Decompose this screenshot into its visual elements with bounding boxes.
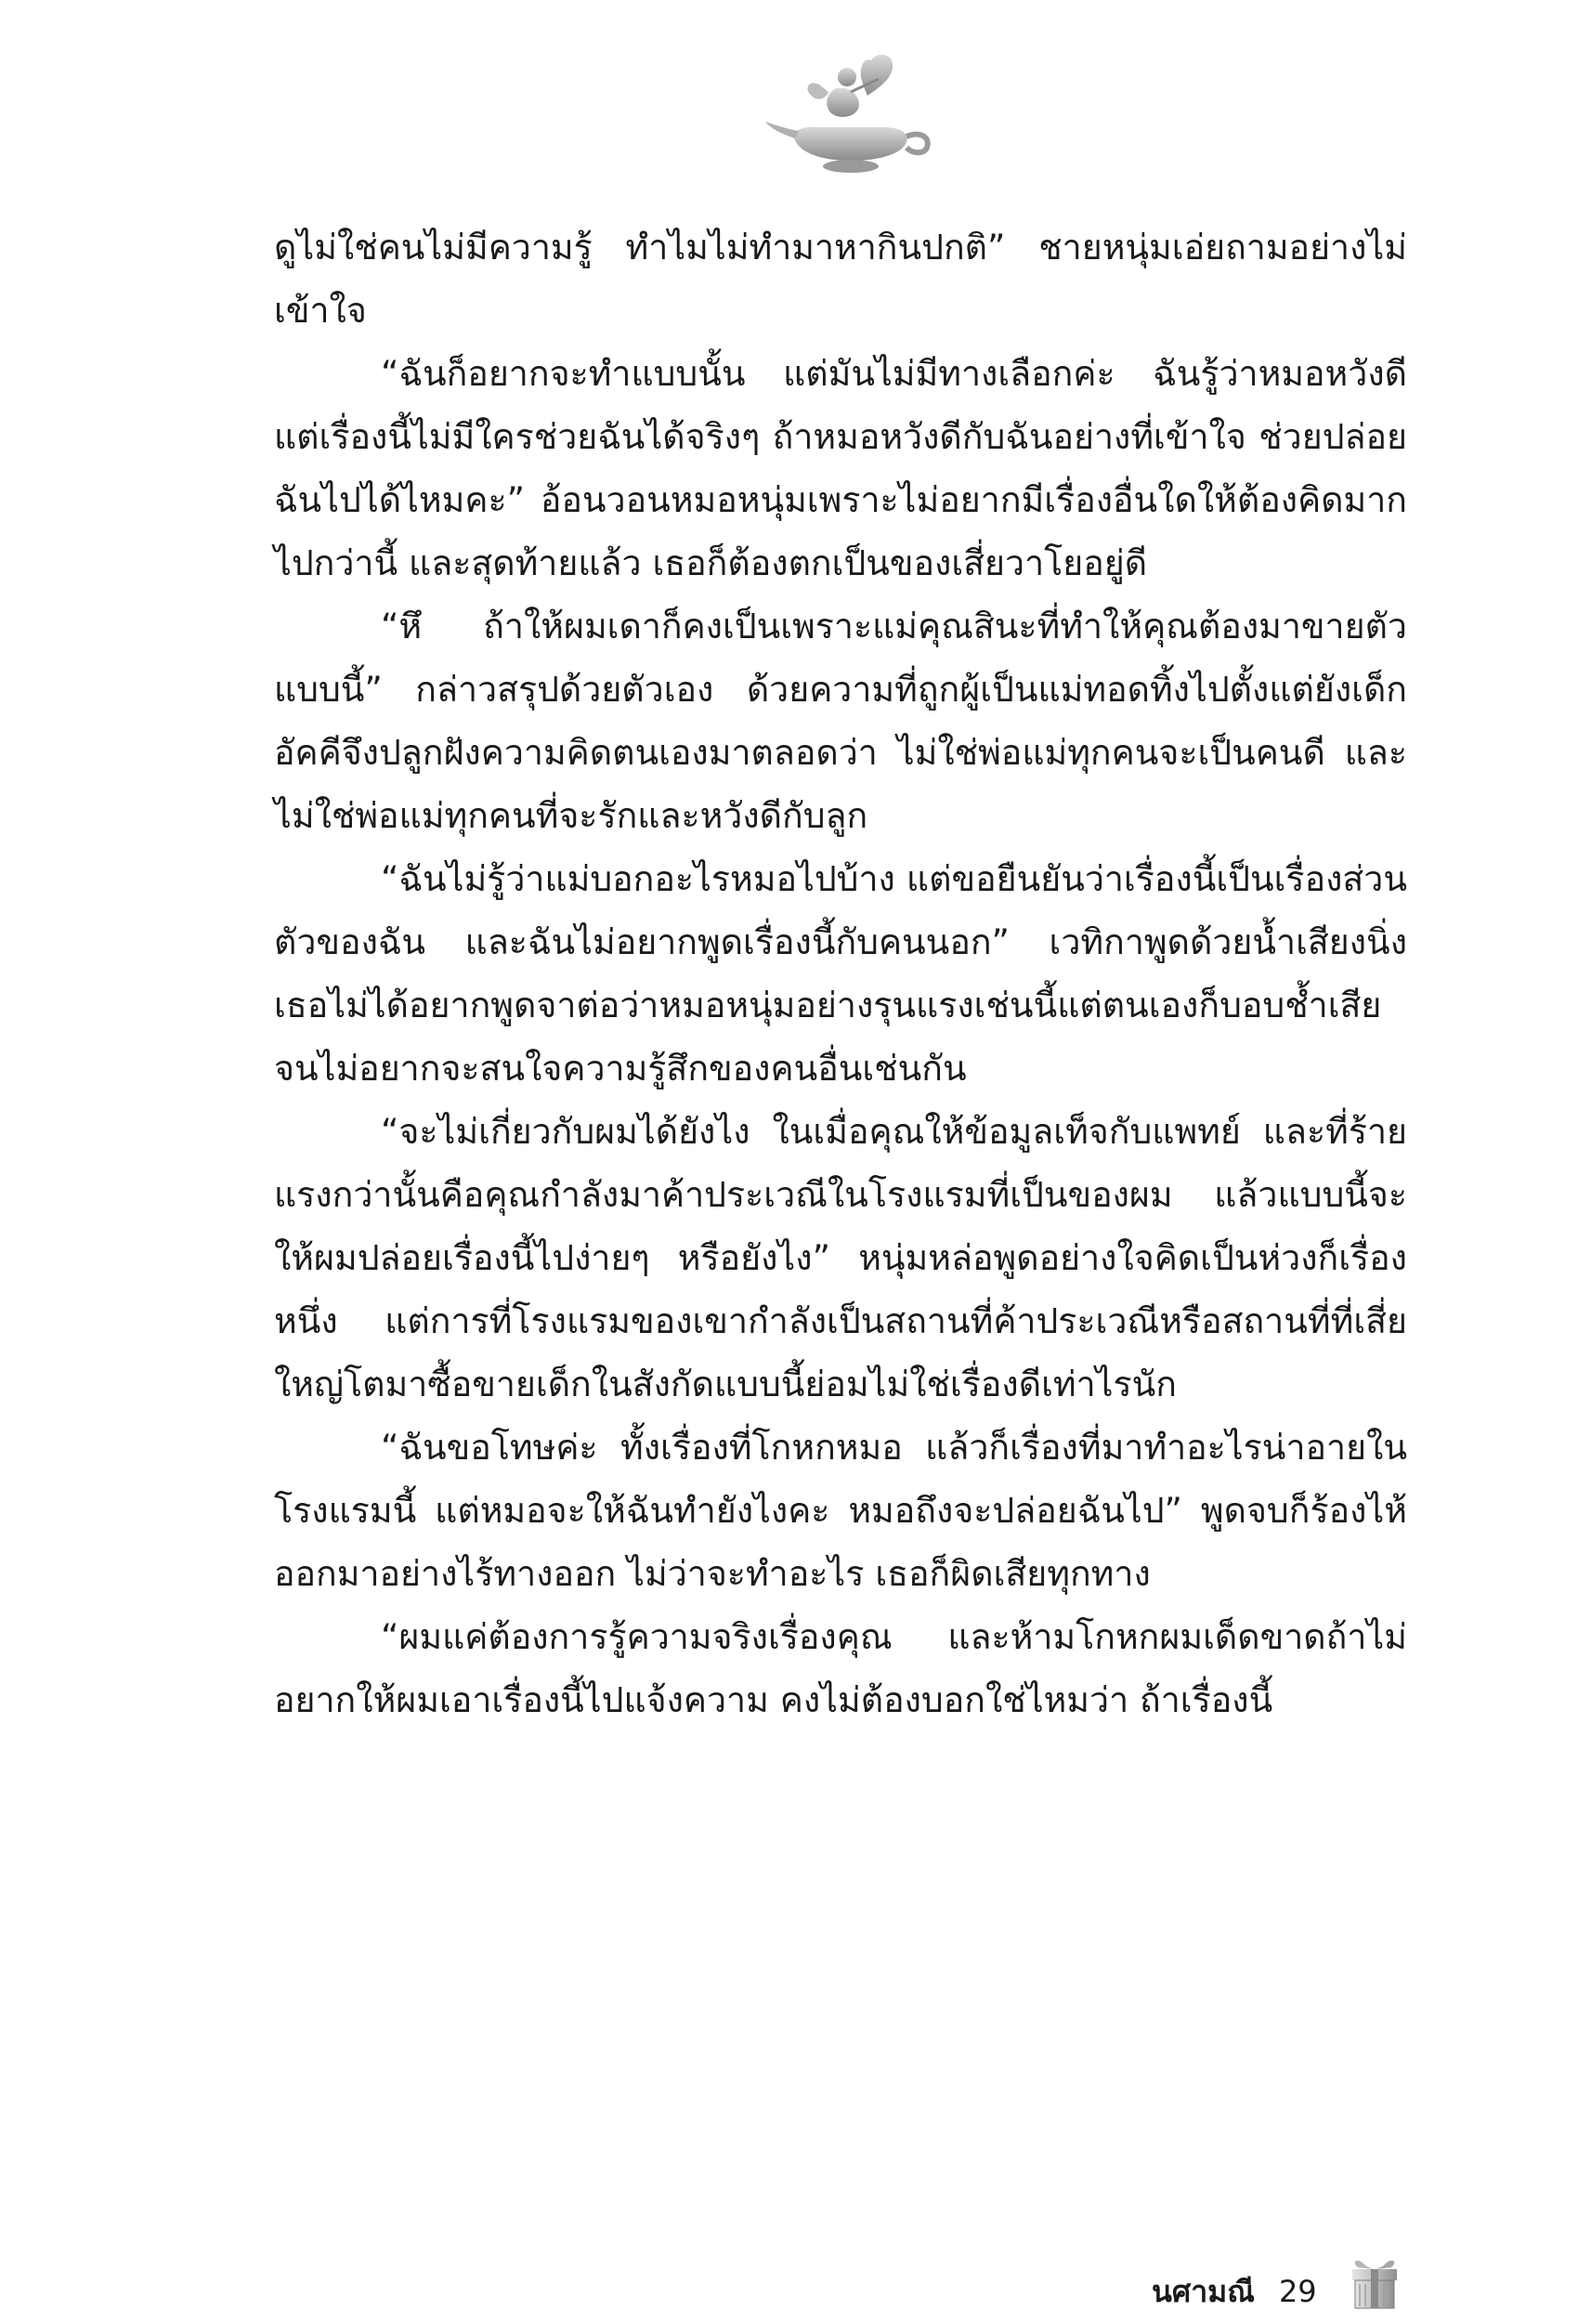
book-title: นศามณี [1152, 2273, 1255, 2309]
paragraph-5: “จะไม่เกี่ยวกับผมได้ยังไง ในเมื่อคุณให้ข้อมูลเท็จกับแพทย์ และที่ร้ายแรงกว่านั้นคือคุณกำลังมาค้าประเวณีในโรงแรมที่เป็นของผม แล้วแบบนี้จะให้ผมปล่อยเรื่องนี้ไปง่ายๆ หรือยังไง” หนุ่มหล่อพูดอย่างใจคิดเป็นห่วงก็เรื่องหนึ่ง แต่การที่โรงแรมของเขากำลังเป็นสถานที่ค้าประเวณีหรือสถานที่ที่เสี่ยใหญ่โตมาซื้อขายเด็กในสังกัดแบบนี้ย่อมไม่ใช่เรื่องดีเท่าไรนัก [274, 1111, 1407, 1404]
page-number: 29 [1278, 2274, 1317, 2309]
paragraph-7: “ผมแค่ต้องการรู้ความจริงเรื่องคุณ และห้ามโกหกผมเด็ดขาดถ้าไม่อยากให้ผมเอาเรื่องนี้ไปแจ้งความ คงไม่ต้องบอกใช่ไหมว่า ถ้าเรื่องนี้ [274, 1616, 1407, 1720]
paragraph-4: “ฉันไม่รู้ว่าแม่บอกอะไรหมอไปบ้าง แต่ขอยืนยันว่าเรื่องนี้เป็นเรื่องส่วนตัวของฉัน และฉันไม่อยากพูดเรื่องนี้กับคนนอก” เวทิกาพูดด้วยน้ำเสียงนิ่ง เธอไม่ได้อยากพูดจาต่อว่าหมอหนุ่มอย่างรุนแรงเช่นนี้แต่ตนเองก็บอบช้ำเสียจนไม่อยากจะสนใจความรู้สึกของคนอื่นเช่นกัน [274, 858, 1407, 1089]
body-text [274, 215, 1407, 1731]
paragraph-1: ดูไม่ใช่คนไม่มีความรู้ ทำไมไม่ทำมาหากินปกติ” ชายหนุ่มเอ่ยถามอย่างไม่เข้าใจ [274, 227, 1407, 331]
paragraph-3: “หึ ถ้าให้ผมเดาก็คงเป็นเพราะแม่คุณสินะที่ทำให้คุณต้องมาขายตัวแบบนี้” กล่าวสรุปด้วยตัวเอง ด้วยความที่ถูกผู้เป็นแม่ทอดทิ้งไปตั้งแต่ยังเด็ก อัคคีจึงปลูกฝังความคิดตนเองมาตลอดว่า ไม่ใช่พ่อแม่ทุกคนจะเป็นคนดี และไม่ใช่พ่อแม่ทุกคนที่จะรักและหวังดีกับลูก [274, 606, 1407, 836]
paragraph-2: “ฉันก็อยากจะทำแบบนั้น แต่มันไม่มีทางเลือกค่ะ ฉันรู้ว่าหมอหวังดี แต่เรื่องนี้ไม่มีใครช่วยฉันได้จริงๆ ถ้าหมอหวังดีกับฉันอย่างที่เข้าใจ ช่วยปล่อยฉันไปได้ไหมคะ” อ้อนวอนหมอหนุ่มเพราะไม่อยากมีเรื่องอื่นใดให้ต้องคิดมากไปกว่านี้ และสุดท้ายแล้ว เธอก็ต้องตกเป็นของเสี่ยวาโยอยู่ดี [274, 353, 1407, 583]
cupid-teapot-icon [762, 51, 947, 176]
paragraph-6: “ฉันขอโทษค่ะ ทั้งเรื่องที่โกหกหมอ แล้วก็เรื่องที่มาทำอะไรน่าอายในโรงแรมนี้ แต่หมอจะให้ฉันทำยังไงคะ หมอถึงจะปล่อยฉันไป” พูดจบก็ร้องไห้ออกมาอย่างไร้ทางออก ไม่ว่าจะทำอะไร เธอก็ผิดเสียทุกทาง [274, 1427, 1407, 1594]
page-footer [1152, 2259, 1317, 2324]
gift-box-icon [1345, 2252, 1404, 2312]
